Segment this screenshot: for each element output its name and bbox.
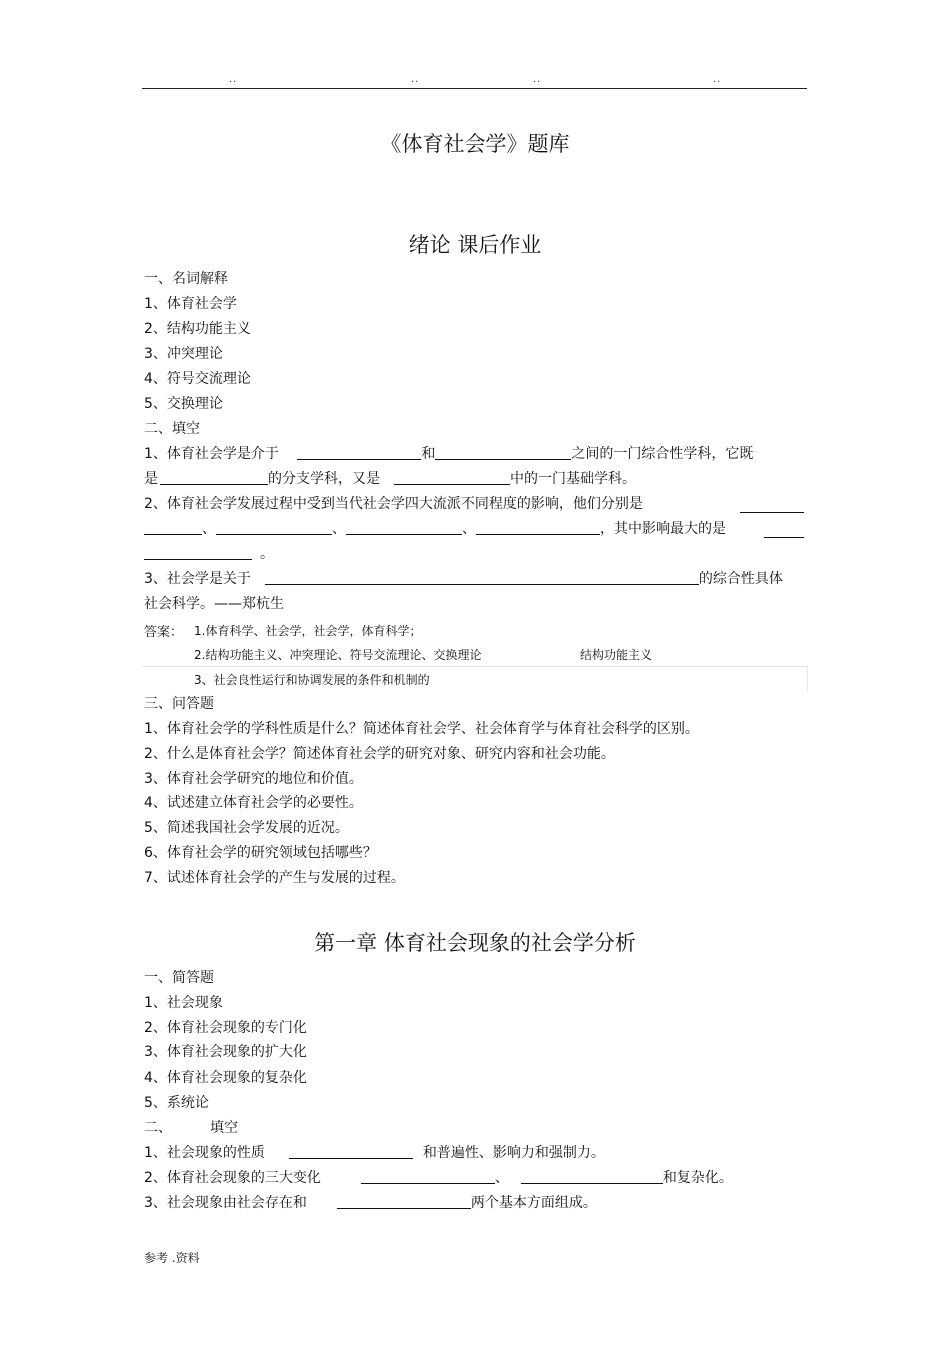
answer-blank [160, 470, 268, 485]
answer-text: 结构功能主义 [580, 648, 653, 662]
answer-blank [740, 498, 804, 513]
fill-question [144, 470, 636, 488]
question-text: 的分支学科，又是 [268, 471, 380, 487]
question-text: 3、社会现象由社会存在和 [144, 1195, 307, 1211]
part-heading: 一、名词解释 [144, 271, 228, 287]
question-text: 1、体育社会学是介于 [144, 446, 279, 462]
answer-text: 1.体育科学、社会学，社会学，体育科学； [194, 624, 422, 638]
question-text: 1、社会现象的性质 [144, 1145, 265, 1161]
answer-blank [521, 1169, 663, 1184]
part-heading-number: 二、 [144, 1120, 172, 1136]
answer-blank [337, 1194, 471, 1209]
separator: 、 [202, 521, 216, 537]
footer-text: 参考 .资料 [144, 1251, 200, 1265]
question-text: 的综合性具体 [698, 571, 783, 587]
part-heading-text: 填空 [210, 1120, 238, 1136]
list-item: 6、体育社会学的研究领域包括哪些？ [144, 845, 377, 861]
list-item: 7、试述体育社会学的产生与发展的过程。 [144, 870, 405, 886]
list-item: 3、冲突理论 [144, 346, 223, 362]
section-title: 绪论 课后作业 [408, 233, 542, 257]
fill-question [144, 1144, 605, 1162]
answer-label: 答案： [144, 625, 184, 640]
list-item: 5、简述我国社会学发展的近况。 [144, 820, 349, 836]
answer-text: 3、社会良性运行和协调发展的条件和机制的 [194, 673, 430, 687]
answer-blank [144, 520, 202, 535]
fill-question [144, 1169, 733, 1187]
list-item: 4、体育社会现象的复杂化 [144, 1070, 307, 1086]
list-item: 4、符号交流理论 [144, 371, 251, 387]
part-heading: 三、问答题 [144, 696, 214, 712]
answer-blank [394, 470, 510, 485]
fill-question [144, 495, 643, 513]
question-text: 和 [421, 446, 436, 462]
question-text: 。 [260, 546, 274, 562]
question-text: 中的一门基础学科。 [510, 471, 636, 487]
list-item: 2、体育社会现象的专门化 [144, 1020, 307, 1036]
header-dot: .. [533, 74, 542, 85]
question-text: 2、体育社会学发展过程中受到当代社会学四大流派不同程度的影响，他们分别是 [144, 496, 643, 512]
list-item: 2、什么是体育社会学？简述体育社会学的研究对象、研究内容和社会功能。 [144, 746, 615, 762]
answer-blank [289, 1144, 413, 1159]
answer-blank [361, 1169, 495, 1184]
question-text: 之间的一门综合性学科，它既 [571, 446, 754, 462]
answer-blank [144, 545, 252, 560]
header-dot: .. [411, 74, 420, 85]
header-rule [142, 88, 807, 89]
list-item: 1、体育社会学 [144, 296, 237, 312]
answer-blank [265, 570, 699, 585]
fill-question [144, 545, 274, 563]
header-dot: .. [713, 74, 722, 85]
list-item: 1、社会现象 [144, 995, 223, 1011]
question-text: 和普遍性、影响力和强制力。 [422, 1145, 605, 1161]
answer-blank [346, 520, 462, 535]
answer-blank [297, 445, 421, 460]
list-item: 5、交换理论 [144, 396, 223, 412]
separator: 、 [494, 1170, 509, 1186]
separator: 、 [332, 521, 346, 537]
document-title: 《体育社会学》题库 [380, 132, 570, 156]
answer-blank [476, 520, 600, 535]
question-text: 是 [144, 471, 158, 487]
answer-blank [216, 520, 332, 535]
question-text: 3、社会学是关于 [144, 571, 251, 587]
question-text: 和复杂化。 [662, 1170, 733, 1186]
list-item: 1、体育社会学的学科性质是什么？简述体育社会学、社会体育学与体育社会科学的区别。 [144, 721, 699, 737]
question-text: ，其中影响最大的是 [600, 521, 726, 537]
list-item: 2、结构功能主义 [144, 321, 251, 337]
fill-question [144, 570, 783, 588]
list-item: 4、试述建立体育社会学的必要性。 [144, 795, 363, 811]
list-item: 3、体育社会现象的扩大化 [144, 1044, 307, 1060]
part-heading: 一、简答题 [144, 970, 214, 986]
fill-question: 社会科学。——郑杭生 [144, 596, 284, 612]
fill-question [144, 1194, 597, 1212]
fill-question [144, 445, 753, 463]
part-heading [144, 1119, 238, 1137]
header-dot: .. [229, 74, 238, 85]
answer-blank [435, 445, 571, 460]
answer-blank [764, 523, 804, 538]
separator: 、 [462, 521, 476, 537]
fill-question [144, 520, 726, 538]
part-heading: 二、填空 [144, 421, 200, 437]
section-title: 第一章 体育社会现象的社会学分析 [314, 931, 636, 955]
list-item: 5、系统论 [144, 1095, 209, 1111]
question-text: 2、体育社会现象的三大变化 [144, 1170, 321, 1186]
answer-text: 2.结构功能主义、冲突理论、符号交流理论、交换理论 [194, 648, 482, 662]
question-text: 两个基本方面组成。 [470, 1195, 597, 1211]
list-item: 3、体育社会学研究的地位和价值。 [144, 771, 363, 787]
